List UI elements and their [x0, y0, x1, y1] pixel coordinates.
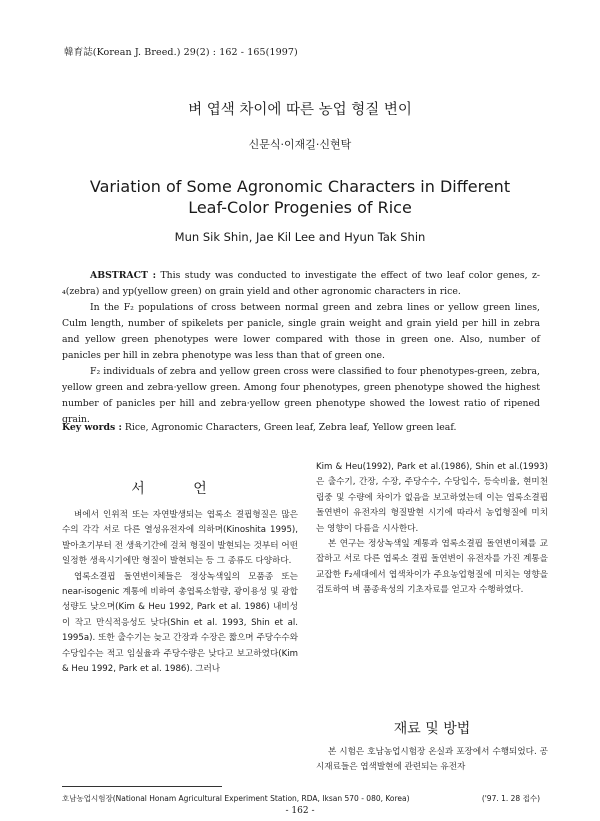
methods-heading: 재료 및 방법: [393, 721, 471, 737]
journal-citation: 韓育誌(Korean J. Breed.) 29(2) : 162 - 165(1997): [64, 47, 298, 58]
intro-paragraph-1: 벼에서 인위적 또는 자연발생되는 엽록소 결핍형질은 많은 수의 각각 서로 다른 열성유전자에 의하며(Kinoshita 1995), 발아초기부터 전 생육기간에 걸쳐 형질이 발현되는 것부터 어떤 일정한 생육시기에만 형질이 발현되는 등 그 종류도 다양하다.: [62, 510, 298, 567]
intro-paragraph-2: 엽록소결핍 돌연변이체들은 정상녹색잎의 모품종 또는 near-isogenic 계통에 비하여 총엽록소함량, 광이용성 및 광합성량도 낮으며(Kim & Heu 1992, Park et al. 1986) 내비성이 작고 만식적응성도 낮다(Shin et al. 1993, Shin et al. 1995a). 또한 출수기는 늦고 간장과 수장은 짧으며 주당수수와 수당입수는 적고 임실율과 주당수량은 낮다고 보고하였다(Kim & Heu 1992, Park et al. 1986). 그러나: [62, 571, 298, 675]
intro-left-column: [62, 508, 298, 677]
intro-right-column: [316, 460, 548, 599]
page-number: - 162 -: [285, 806, 315, 816]
methods-paragraph-1: 본 시험은 호남농업시험장 온실과 포장에서 수행되었다. 공시재료들은 엽색발현에 관련되는 유전자: [316, 747, 548, 773]
keywords: [62, 420, 540, 436]
methods-column: [316, 745, 548, 776]
keywords-label: Key words :: [62, 422, 122, 433]
footnote-affiliation: 호남농업시험장(National Honam Agricultural Experiment Station, RDA, Iksan 570 - 080, Korea): [62, 794, 410, 803]
abstract-paragraph-2: In the F₂ populations of cross between normal green and zebra lines or yellow green lines, Culm length, number of spikelets per panicle, single grain weight and grain yield per hill in zebra and yellow green phenotypes were lower compared with those in green one. Also, number of panicles per hill in zebra phenotype was less than that of green one.: [62, 302, 540, 361]
footnote-received-date: ('97. 1. 28 접수): [481, 794, 540, 803]
english-title: [0, 176, 600, 218]
intro-paragraph-4: 본 연구는 정상녹색잎 계통과 엽록소결핍 돌연변이체를 교잡하고 서로 다른 엽록소 결핍 돌연변이 유전자를 가진 계통을 교잡한 F₂세대에서 엽색차이가 주요농업형질에 미치는 영향을 검토하여 벼 품종육성의 기초자료를 얻고자 수행하였다.: [316, 539, 548, 596]
english-title-line2: Leaf-Color Progenies of Rice: [188, 198, 412, 217]
intro-paragraph-3: Kim & Heu(1992), Park et al.(1986), Shin et al.(1993)은 출수기, 간장, 수장, 주당수수, 수당입수, 등숙비율, 현미천립중 및 수량에 차이가 없음을 보고하였는데 이는 엽록소결핍 돌연변이 유전자의 형질발현 시기에 따라서 농업형질에 미치는 영향이 다름을 시사한다.: [316, 462, 548, 534]
abstract-text-1: This study was conducted to investigate the effect of two leaf color genes, z-₄(zebra) and yp(yellow green) on grain yield and other agronomic characters in rice.: [62, 270, 540, 297]
abstract: [62, 268, 540, 428]
korean-title: 벼 엽색 차이에 따른 농업 형질 변이: [188, 102, 412, 118]
english-authors: Mun Sik Shin, Jae Kil Lee and Hyun Tak Shin: [174, 230, 426, 244]
korean-authors: 신문식·이재길·신현탁: [248, 138, 352, 151]
english-title-line1: Variation of Some Agronomic Characters in Different: [89, 177, 511, 196]
abstract-label: ABSTRACT :: [90, 270, 157, 281]
keywords-text: Rice, Agronomic Characters, Green leaf, Zebra leaf, Yellow green leaf.: [124, 422, 457, 433]
abstract-paragraph-3: F₂ individuals of zebra and yellow green cross were classified to four phenotypes-green, zebra, yellow green and zebra·yellow green. Among four phenotypes, green phenotype showed the highest number of panicles per hill and zebra·yellow green phenotype showed the lowest ratio of ripened grain.: [62, 366, 540, 425]
abstract-paragraph-1: [62, 268, 540, 300]
footnote: [62, 793, 540, 804]
intro-heading: 서 언: [131, 481, 229, 497]
footnote-rule: [62, 786, 222, 787]
